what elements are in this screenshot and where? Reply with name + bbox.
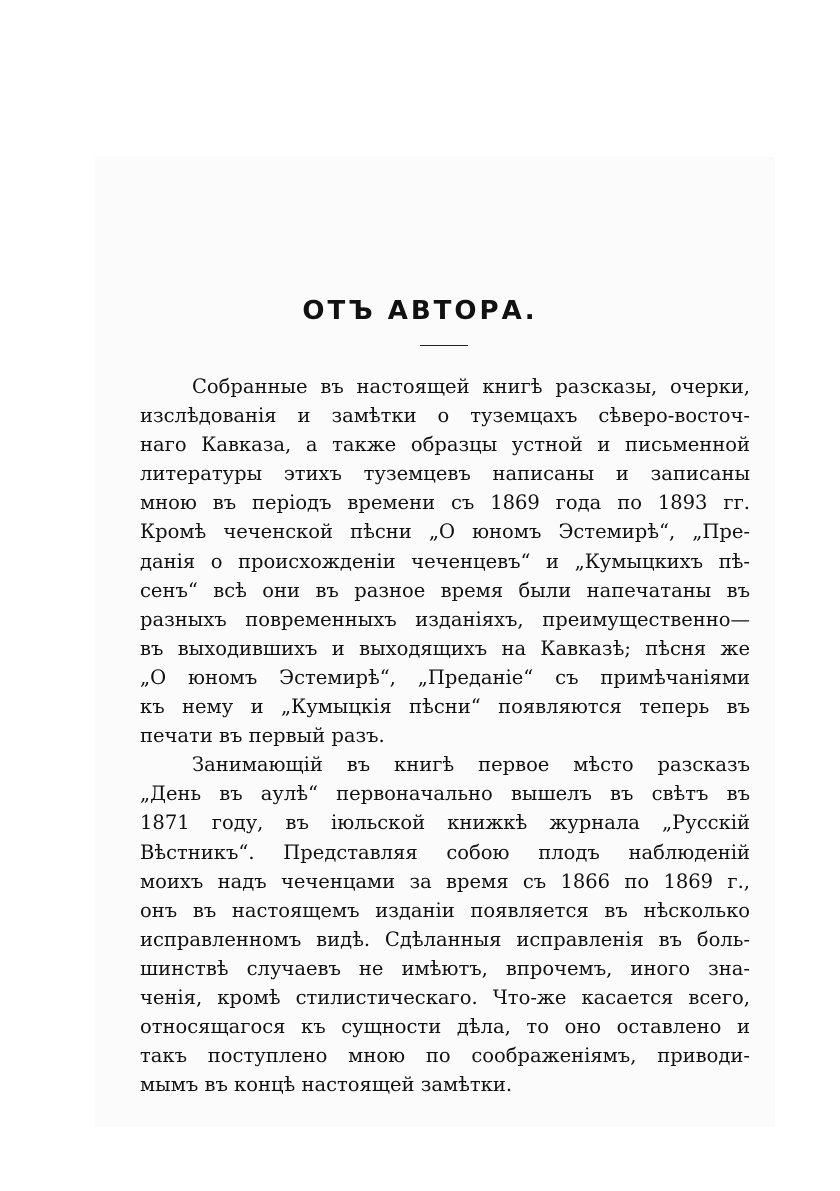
paragraph-line: печати въ первый разъ.: [140, 724, 385, 748]
paragraph-line: шинствѣ случаевъ не имѣютъ, впрочемъ, иного зна-: [140, 956, 750, 980]
title-divider: [420, 345, 468, 346]
body-text: [140, 372, 750, 1099]
paragraph-line: къ нему и „Кумыцкія пѣсни“ появляются теперь въ: [140, 695, 750, 719]
paragraph-line: такъ поступлено мною по соображеніямъ, приводи-: [140, 1044, 750, 1068]
paragraph-line: изслѣдованія и замѣтки о туземцахъ сѣверо-восточ-: [140, 404, 750, 428]
paragraph-line: моихъ надъ чеченцами за время съ 1866 по 1869 г.,: [140, 869, 750, 893]
paragraph-line: „День въ аулѣ“ первоначально вышелъ въ свѣтъ въ: [140, 782, 750, 806]
paragraph-line: въ выходившихъ и выходящихъ на Кавказѣ; пѣсня же: [140, 636, 750, 660]
paragraph-line: сенъ“ всѣ они въ разное время были напечатаны въ: [140, 578, 750, 602]
page-title: ОТЪ АВТОРА.: [302, 296, 538, 326]
paragraph-line: относящагося къ сущности дѣла, то оно оставлено и: [140, 1015, 750, 1039]
paragraph-line: мымъ въ концѣ настоящей замѣтки.: [140, 1073, 513, 1097]
paragraph-line: Собранные въ настоящей книгѣ разсказы, очерки,: [192, 375, 750, 398]
paragraph-line: исправленномъ видѣ. Сдѣланныя исправленія въ боль-: [140, 927, 750, 951]
paragraph-line: разныхъ повременныхъ изданіяхъ, преимущественно—: [140, 607, 750, 631]
paragraph-line: данія о происхожденіи чеченцевъ“ и „Кумыцкихъ пѣ-: [140, 549, 750, 573]
paragraph-line: наго Кавказа, а также образцы устной и письменной: [140, 433, 750, 457]
paragraph-line: литературы этихъ туземцевъ написаны и записаны: [140, 462, 750, 486]
paragraph-line: ченія, кромѣ стилистическаго. Что-же касается всего,: [140, 985, 750, 1009]
paragraph-line: Вѣстникъ“. Представляя собою плодъ наблюденій: [140, 840, 750, 864]
paragraph-line: „О юномъ Эстемирѣ“, „Преданіе“ съ примѣчаніями: [140, 665, 750, 689]
paragraph-line: онъ въ настоящемъ изданіи появляется въ нѣсколько: [140, 898, 750, 922]
paragraph-line: Кромѣ чеченской пѣсни „О юномъ Эстемирѣ“, „Пре-: [140, 520, 750, 544]
paragraph-line: 1871 году, въ іюльской книжкѣ журнала „Русскій: [140, 811, 750, 835]
paragraph-line: Занимающій въ книгѣ первое мѣсто разсказъ: [192, 753, 750, 777]
paragraph-line: мною въ періодъ времени съ 1869 года по 1893 гг.: [140, 491, 750, 515]
